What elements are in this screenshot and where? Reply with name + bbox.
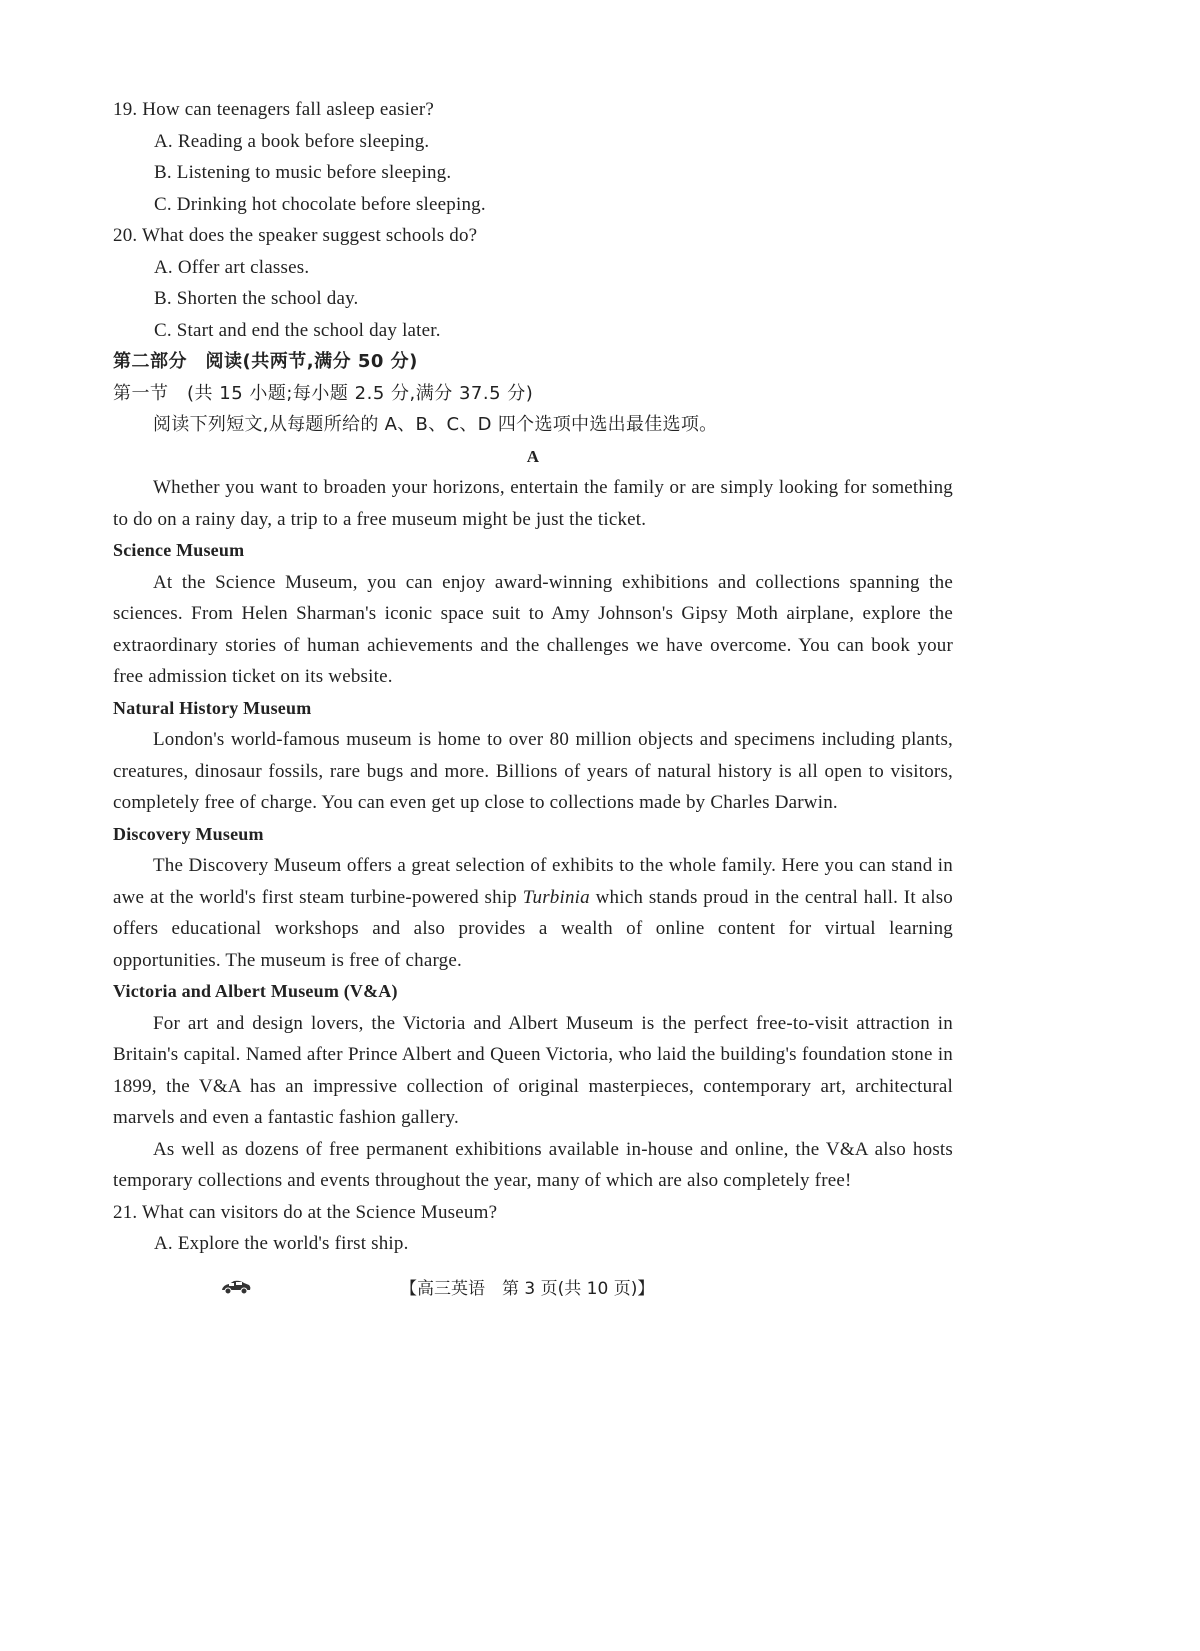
option-c: C. Start and end the school day later.	[154, 319, 441, 341]
museum-heading-va: Victoria and Albert Museum (V&A)	[113, 981, 398, 1001]
option-a: A. Offer art classes.	[154, 256, 310, 278]
page-content	[113, 94, 953, 1260]
question-20	[113, 220, 953, 346]
ship-name: Turbinia	[522, 886, 590, 908]
instructions: 阅读下列短文,从每题所给的 A、B、C、D 四个选项中选出最佳选项。	[153, 414, 718, 435]
museum-heading-natural-history: Natural History Museum	[113, 697, 312, 718]
museum-paragraph-natural-history: London's world-famous museum is home to over 80 million objects and specimens including plants, creatures, dinosaur fossils, rare bugs and more. Billions of years of natural history is all open to visitors, completely free of charge. You can even get up close to collections made by Charles Darwin.	[113, 729, 953, 813]
museum-paragraph-va-2: As well as dozens of free permanent exhibitions available in-house and online, the V&A also hosts temporary collections and events throughout the year, many of which are also completely free!	[113, 1138, 953, 1191]
car-icon	[220, 1279, 252, 1295]
question-stem: 20. What does the speaker suggest schools do?	[113, 225, 478, 246]
museum-heading-discovery: Discovery Museum	[113, 823, 264, 844]
museum-paragraph-science: At the Science Museum, you can enjoy award-winning exhibitions and collections spanning the sciences. From Helen Sharman's iconic space suit to Amy Johnson's Gipsy Moth airplane, explore the extraordinary stories of human achievements and the challenges we have overcome. You can book your free admission ticket on its website.	[113, 571, 953, 687]
passage-letter: A	[526, 446, 540, 466]
question-19	[113, 94, 953, 220]
section-title: 第二部分 阅读(共两节,满分 50 分)	[113, 351, 418, 372]
page-number-label: 【高三英语 第 3 页(共 10 页)】	[400, 1279, 655, 1299]
option-a: A. Reading a book before sleeping.	[154, 130, 430, 152]
question-stem: 19. How can teenagers fall asleep easier?	[113, 99, 435, 120]
question-stem: 21. What can visitors do at the Science Museum?	[113, 1201, 498, 1223]
museum-paragraph-va-1: For art and design lovers, the Victoria and Albert Museum is the perfect free-to-visit attraction in Britain's capital. Named after Prince Albert and Queen Victoria, who laid the building's foundation stone in 1899, the V&A has an impressive collection of original masterpieces, contemporary art, architectural marvels and even a fantastic fashion gallery.	[113, 1012, 953, 1128]
option-a: A. Explore the world's first ship.	[154, 1233, 409, 1254]
option-c: C. Drinking hot chocolate before sleeping.	[154, 193, 486, 215]
paragraph-text: which stands proud in the central hall. It also offers educational workshops and also provides a wealth of online content for virtual learning opportunities. The museum is free of charge.	[113, 886, 953, 971]
intro-paragraph: Whether you want to broaden your horizons, entertain the family or are simply looking for something to do on a rainy day, a trip to a free museum might be just the ticket.	[113, 477, 953, 530]
subsection-title: 第一节 (共 15 小题;每小题 2.5 分,满分 37.5 分)	[113, 382, 534, 404]
option-b: B. Shorten the school day.	[154, 288, 359, 309]
question-21	[113, 1197, 953, 1260]
page-footer	[220, 1274, 654, 1299]
paragraph-text: The Discovery Museum offers a great selection of exhibits to the whole family. Here you can stand in awe at the world's first steam turbine-powered ship	[113, 855, 953, 908]
museum-paragraph-discovery	[113, 850, 953, 976]
option-b: B. Listening to music before sleeping.	[154, 162, 452, 183]
museum-heading-science: Science Museum	[113, 540, 245, 560]
